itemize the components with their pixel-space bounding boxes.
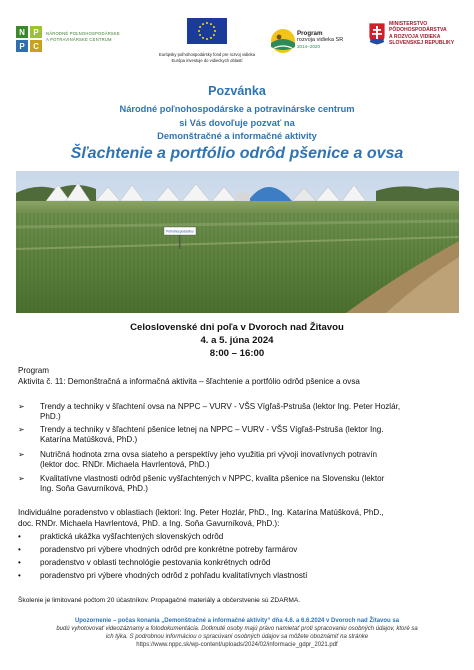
nppc-name-line: NÁRODNÉ POĽNOHOSPODÁRSKE <box>46 31 120 36</box>
arrow-bullet-icon: ➢ <box>18 474 25 483</box>
eu-star-icon <box>206 38 208 40</box>
event-title: Šľachtenie a portfólio odrôd pšenice a ovsa <box>70 145 404 162</box>
eu-star-icon <box>202 23 204 25</box>
advice-item-text: poradenstvo pri výbere vhodných odrôd z pohľadu kvalitatívnych vlastností <box>40 571 308 580</box>
logo-strip <box>8 10 466 70</box>
eu-caption-line: Európsky poľnohospodársky fond pre rozvoj vidieka <box>159 52 255 57</box>
gdpr-notice-line <box>0 618 474 626</box>
program-item-text: PhD.) <box>40 412 61 421</box>
program-item-text: Ing. Soňa Gavurníková, PhD.) <box>40 484 148 493</box>
arrow-bullet-icon: ➢ <box>18 402 25 411</box>
eu-star-icon <box>202 37 204 39</box>
arrow-bullet-icon: ➢ <box>18 450 25 459</box>
event-time: 8:00 – 16:00 <box>209 348 265 359</box>
prv-years: 2014–2020 <box>297 43 320 49</box>
field-photo <box>16 171 459 313</box>
eu-star-icon <box>198 30 200 32</box>
prv-caption-line: rozvoja vidieka SR <box>297 37 344 44</box>
nppc-letter: N <box>16 26 28 38</box>
program-item-text: Kvalitatívne vlastnosti odrôd pšenic vyšľachtených v NPPC, kvalita pšenice na Slovensku (lektor <box>40 474 385 483</box>
advice-intro-line: doc. RNDr. Michaela Havrlentová, PhD. a Ing. Soňa Gavurníková, PhD.): <box>18 519 280 528</box>
advice-item-text: poradenstvo v oblasti technológie pestovania konkrétnych odrôd <box>40 558 271 567</box>
eu-star-icon <box>214 30 216 32</box>
eu-star-icon <box>199 34 201 36</box>
bullet-icon: • <box>18 571 21 580</box>
eu-star-icon <box>210 37 212 39</box>
advice-intro-line: Individuálne poradenstvo v oblastiach (lektori: Ing. Peter Hozlár, PhD., Ing. Katarína Matúšková, PhD., <box>18 508 384 517</box>
nppc-logo <box>16 26 141 70</box>
program-item-text: (lektor doc. RNDr. Michaela Havrlentová, PhD.) <box>40 460 210 469</box>
nppc-letter: P <box>30 26 42 38</box>
ministry-name-line: SLOVENSKEJ REPUBLIKY <box>389 40 455 47</box>
ministry-name-line: PÔDOHOSPODÁRSTVA <box>389 27 447 34</box>
event-place: Celoslovenské dni poľa v Dvoroch nad Žitavou <box>130 322 344 333</box>
gdpr-link[interactable]: https://www.nppc.sk/wp-content/uploads/2024/02/informacie_gdpr_2021.pdf <box>136 642 338 648</box>
ministry-name <box>389 21 454 47</box>
notice-text: – počas konania „Demonštračné a informačné aktivity“ dňa 4.6. a 6.6.2024 v Dvoroch nad Žitavou sa <box>111 618 400 624</box>
eu-star-icon <box>199 26 201 28</box>
gdpr-notice-line: budú vyhotovovať videozáznamy a fotodokumentácia. Dotknuté osoby majú právo namietať proti spracovaniu osobných údajov, ktoré sa <box>56 626 418 632</box>
program-item-text: Nutričná hodnota zrna ovsa siateho a perspektívy jeho využitia pri vývoji inovatívnych potravín <box>40 450 377 459</box>
invitation-heading: Pozvánka <box>208 84 266 98</box>
program-item-text: Trendy a techniky v šľachtení pšenice letnej na NPPC – VURV - VŠS Vígľaš-Pstruša (lektor Ing. <box>40 425 384 434</box>
prv-caption <box>297 31 343 50</box>
eu-star-icon <box>210 23 212 25</box>
event-date: 4. a 5. júna 2024 <box>200 335 274 346</box>
eu-caption-line: Európa investuje do vidieckych oblastí <box>171 57 243 63</box>
eu-star-icon <box>213 34 215 36</box>
notice-label: Upozornenie <box>74 618 112 624</box>
advice-item-text: praktická ukážka vyšľachtených slovenských odrôd <box>40 532 224 541</box>
eu-flag-icon <box>187 18 227 44</box>
bullet-icon: • <box>18 545 21 554</box>
arrow-bullet-icon: ➢ <box>18 425 25 434</box>
program-activity: Aktivita č. 11: Demonštračná a informačná aktivita – šľachtenie a portfólio odrôd pšenice a ovsa <box>18 377 360 386</box>
program-heading: Program <box>18 366 50 375</box>
plot-sign-label: Poľnohospodárstvo <box>166 229 194 234</box>
ministry-name-line: A ROZVOJA VIDIEKA <box>389 33 441 40</box>
nppc-letter: C <box>30 40 42 52</box>
gdpr-notice-line: ich týka. S podrobnou informáciou o spracúvaní osobných údajov sa môžete oboznámiť na stránke <box>105 634 369 640</box>
eu-caption <box>148 52 266 63</box>
program-item-text: Trendy a techniky v šľachtení ovsa na NPPC – VURV - VŠS Vígľaš-Pstruša (lektor Ing. Peter Hozlár, <box>40 402 401 411</box>
invite-line: si Vás dovoľuje pozvať na <box>179 118 295 128</box>
bullet-icon: • <box>18 558 21 567</box>
bullet-icon: • <box>18 532 21 541</box>
eu-logo <box>148 18 266 72</box>
program-item-text: Katarína Matúšková, PhD.) <box>40 435 138 444</box>
nppc-letter: P <box>16 40 28 52</box>
nppc-name <box>46 31 141 43</box>
prv-caption-line: Program <box>297 30 323 37</box>
eu-star-icon <box>206 22 208 24</box>
capacity-note: Školenie je limitované počtom 20 účastníkov. Propagačné materiály a občerstvenie sú ZDARMA. <box>18 597 301 604</box>
advice-item-text: poradenstvo pri výbere vhodných odrôd pre konkrétne potreby farmárov <box>40 545 298 554</box>
activity-type-line: Demonštračné a informačné aktivity <box>157 131 317 141</box>
slovak-crest-icon <box>368 22 386 46</box>
ministry-logo <box>368 20 468 60</box>
nppc-letter-grid <box>16 26 42 52</box>
nppc-name-line: A POTRAVINÁRSKE CENTRUM <box>46 37 112 42</box>
prv-emblem-icon <box>270 28 296 54</box>
prv-logo <box>270 28 348 56</box>
organizer-line: Národné poľnohospodárske a potravinárske centrum <box>119 104 355 114</box>
ministry-name-line: MINISTERSTVO <box>389 21 428 27</box>
eu-star-icon <box>213 26 215 28</box>
